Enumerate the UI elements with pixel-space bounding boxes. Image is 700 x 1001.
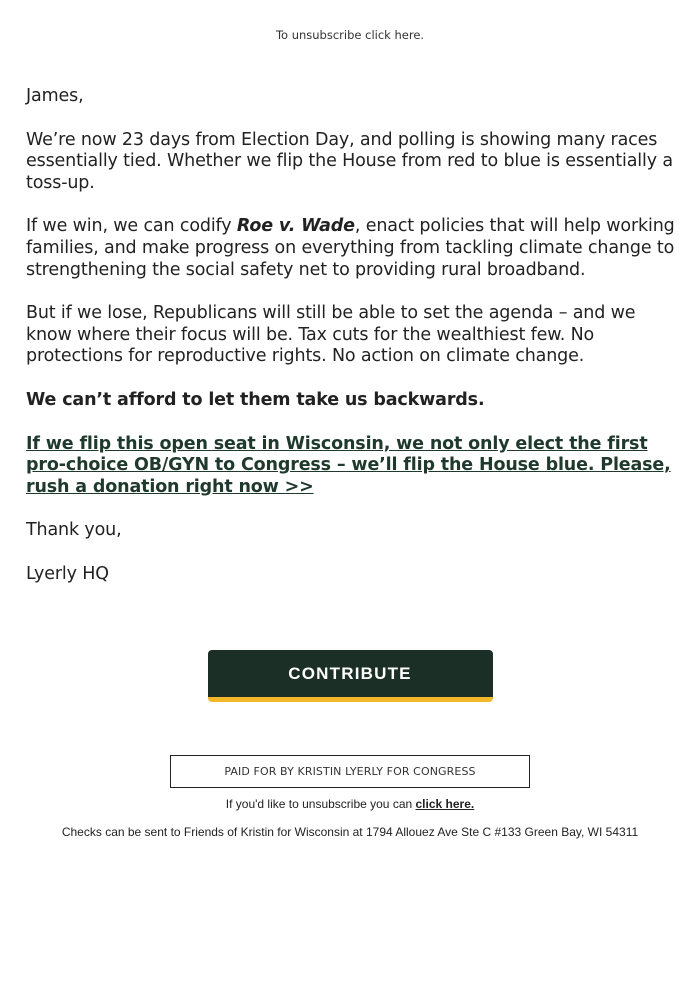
donation-link[interactable]: If we flip this open seat in Wisconsin, we not only elect the first pro-choice OB/GYN to Congress – we’ll flip the House blue. Please, rush a donation right now >> — [26, 433, 671, 497]
email-body — [26, 86, 676, 608]
paragraph-if-we-win — [26, 216, 676, 281]
paragraph-if-we-win-end: , enact policies that will help working families, and make progress on everything from tackling climate change to strengthening the social safety net to providing rural broadband. — [26, 216, 675, 280]
bold-statement: We can’t afford to let them take us backwards. — [26, 389, 485, 410]
contribute-button[interactable]: CONTRIBUTE — [208, 650, 493, 702]
unsubscribe-click-here-link[interactable]: click here. — [415, 797, 475, 811]
signature: Lyerly HQ — [26, 563, 109, 584]
unsubscribe-prefix: If you'd like to unsubscribe you can — [225, 797, 416, 811]
greeting: James, — [26, 86, 84, 106]
mailing-address: Checks can be sent to Friends of Kristin for Wisconsin at 1794 Allouez Ave Ste C #133 Green Bay, WI 54311 — [61, 825, 639, 839]
cta-container — [0, 650, 700, 702]
paragraph-if-we-win-start: If we win, we can codify — [26, 216, 237, 237]
paragraph-election-polling: We’re now 23 days from Election Day, and polling is showing many races essentially tied. Whether we flip the House from red to blue is essentially a toss-up. — [26, 129, 673, 193]
roe-v-wade-emphasis: Roe v. Wade — [236, 216, 355, 237]
closing: Thank you, — [26, 520, 122, 541]
footer-unsubscribe — [0, 797, 700, 811]
top-unsubscribe-link[interactable]: To unsubscribe click here. — [275, 28, 425, 42]
paragraph-if-we-lose: But if we lose, Republicans will still be able to set the agenda – and we know where their focus will be. Tax cuts for the wealthiest few. No protections for reproductive rights. No action on climate change. — [26, 303, 636, 367]
paid-for-disclaimer: PAID FOR BY KRISTIN LYERLY FOR CONGRESS — [170, 755, 530, 788]
